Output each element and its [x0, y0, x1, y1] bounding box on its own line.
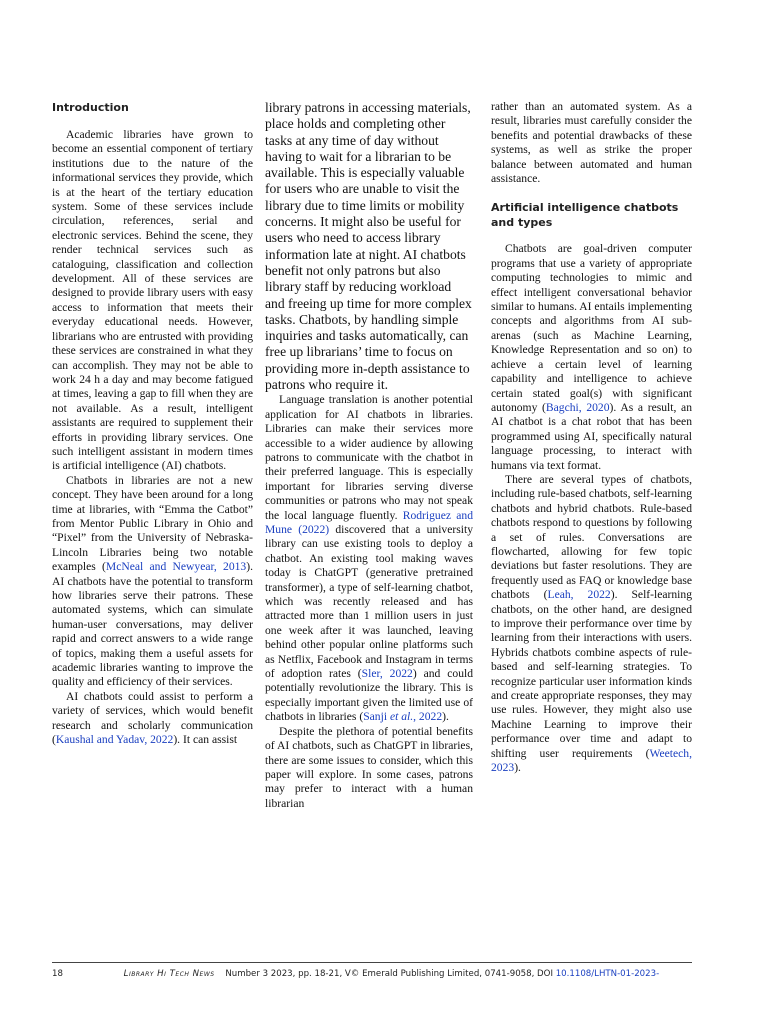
paragraph-text: discovered that a university library can use existing tools to deploy a chatbot. An existing tool making waves today is ChatGPT (generative pretrained transformer), a type of self-learning chatbot, which was recently released and has attracted more than 1 million users in just one week after it was launched, leaving behind other popular online platforms such as Netflix, Facebook and Instagram in terms of adoption rates ( — [265, 523, 473, 681]
section-heading-ai-chatbots: Artificial intelligence chatbots and types — [491, 201, 679, 230]
paragraph-text: ) and could potentially revolutionize the library. This is especially important given the limited use of chatbots in libraries ( — [265, 667, 474, 724]
column-left — [52, 100, 253, 747]
citation-link[interactable]: McNeal and Newyear, 2013 — [105, 560, 247, 574]
citation-link[interactable]: Sler, 2022 — [361, 667, 413, 681]
paragraph-text: ). AI chatbots have the potential to transform how libraries serve their patrons. These automated systems, which can simulate human-user conversations, may deliver rapid and correct answers to a wide range of topics, making them a useful assets for academic libraries wanting to improve the quality and efficiency of their services. — [52, 560, 253, 689]
citation-link[interactable]: Leah, 2022 — [547, 588, 611, 602]
citation-link[interactable]: Rodriguez and Mune (2022) — [265, 508, 473, 536]
paragraph — [491, 242, 692, 473]
paragraph-text: Language translation is another potential application for AI chatbots in libraries. Libraries can make their services more accessible to a wider audience by allowing patrons to communicate with the chatbot in their preferred language. This is especially important for libraries serving diverse communities or patrons who may not speak the local language fluently. — [265, 393, 473, 522]
paragraph-text: Chatbots are goal-driven computer programs that use a variety of appropriate computing technologies to mimic and effect intelligent conversational behavior similar to humans. AI entails implementing concepts and algorithms from AI sub-arenas (such as Machine Learning, Knowledge Representation and so on) to achieve a certain level of learning capability and intelligence to achieve certain stated goal(s) with significant autonomy ( — [491, 242, 692, 414]
paragraph-text: ). As a result, an AI chatbot is a chat robot that has been programmed using AI, specifically natural language processing, to interact with humans via text format. — [491, 400, 692, 472]
citation-link[interactable]: Kaushal and Yadav, 2022 — [55, 733, 174, 747]
citation-link[interactable]: Bagchi, 2020 — [545, 400, 610, 414]
column-right — [491, 100, 692, 775]
paragraph: rather than an automated system. As a result, libraries must carefully consider the benefits and potential drawbacks of these systems, as well as strike the proper balance between automated and human assistance. — [491, 100, 692, 186]
paragraph-text: There are several types of chatbots, including rule-based chatbots, self-learning chatbots and hybrid chatbots. Rule-based chatbots respond to questions by following a set of rules. Conversations are flowcharted, allowing for few topic deviations but faster resolutions. They are frequently used as FAQ or knowledge base chatbots ( — [491, 472, 692, 602]
citation-author: Sanji — [363, 710, 390, 724]
section-heading-introduction: Introduction — [52, 101, 129, 114]
paragraph-text: ). — [442, 710, 449, 724]
paragraph-text: ). — [514, 761, 521, 775]
page-number: 18 — [52, 969, 63, 979]
paragraph — [52, 690, 253, 748]
paragraph — [491, 473, 692, 776]
paragraph-text: Chatbots in libraries are not a new concept. They have been around for a long time at libraries, with “Emma the Catbot” from Mentor Public Library in Ohio and “Pixel” from the University of Nebraska-Lincoln Libraries being two notable examples ( — [52, 473, 253, 574]
citation-link[interactable] — [363, 710, 442, 723]
citation-link[interactable]: Weetech, 2023 — [491, 746, 692, 775]
paragraph: library patrons in accessing materials, place holds and completing other tasks at any time of day without having to wait for a librarian to be available. This is especially valuable for users who are unable to visit the library due to time limits or mobility concerns. It might also be useful for users who need to access library information late at night. AI chatbots benefit not only patrons but also library staff by reducing workload and freeing up time for more complex tasks. Chatbots, by handling simple inquiries and tasks automatically, can free up librarians’ time to focus on providing more in-depth assistance to patrons who require it. — [265, 100, 472, 393]
doi-link[interactable]: 10.1108/LHTN-01-2023- — [555, 969, 660, 979]
citation-etal: et al. — [389, 710, 414, 724]
journal-name: Library Hi Tech News — [123, 969, 215, 979]
footer-divider — [52, 962, 692, 963]
paragraph — [52, 128, 253, 474]
column-middle — [265, 100, 473, 811]
citation-year: , 2022 — [413, 710, 443, 724]
paragraph — [52, 474, 253, 690]
paragraph-text: AI chatbots could assist to perform a variety of services, which would benefit research and scholarly communication ( — [52, 689, 253, 747]
paragraph-text: ). Self-learning chatbots, on the other hand, are designed to improve their performance over time by learning from their interactions with users. Hybrids chatbots combine aspects of rule-based and self-learning strategies. To recognize particular user information kinds and create appropriate responses, they may use rules. However, they might also use Machine Learning to improve their performance over time and adapt to shifting user requirements ( — [491, 588, 692, 760]
paragraph-text: Academic libraries have grown to become an essential component of tertiary institutions due to the nature of the informational services they provide, which is at the heart of the tertiary education system. Some of these services include circulation, references, serial and electronic services. Behind the scene, they render technical services such as cataloguing, classification and collection development. All of these services are designed to provide library users with easy access to information that meets their everyday educational needs. However, librarians who are entrusted with providing these services are constrained in what they can accomplish. They may not be able to work 24 h a day and may become fatigued at times, leaving a gap to fill when they are not available. As a result, intelligent assistants are required to supplement their efforts in providing library services. One such intelligent assistant in modern times is artificial intelligence (AI) chatbots. — [52, 128, 253, 473]
paragraph: Despite the plethora of potential benefits of AI chatbots, such as ChatGPT in libraries, there are some issues to consider, which this paper will explore. In some cases, patrons may prefer to interact with a human librarian — [265, 724, 473, 810]
paragraph — [265, 393, 473, 724]
issue-info: Number 3 2023, pp. 18-21, V© Emerald Publishing Limited, 0741-9058, DOI — [225, 969, 553, 979]
paragraph-text: ). It can assist — [173, 733, 238, 747]
page-footer — [52, 969, 742, 979]
